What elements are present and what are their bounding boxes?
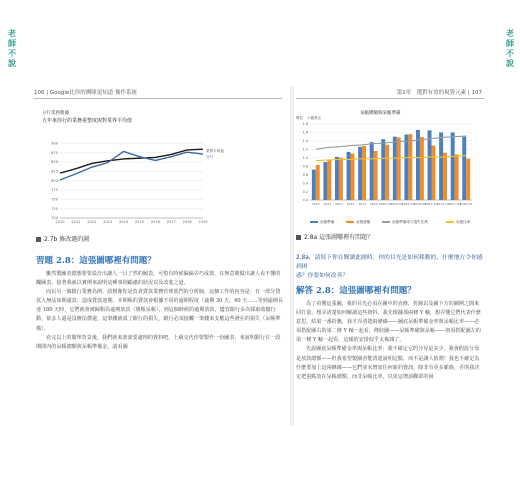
right-body-text <box>296 300 484 382</box>
x-tick-label: 2018-Q1 <box>459 202 473 206</box>
legend-label: 呆帳準備率占損失比例 <box>392 220 428 224</box>
x-tick-label: 2017 <box>166 220 176 224</box>
line-chart-title: 五年來你行的業務重整度與對業界平均值 <box>42 118 133 124</box>
x-tick-label: 2012 <box>335 202 343 206</box>
x-tick-label: 2017-Q1 <box>424 202 439 206</box>
y-tick-label: 1.4 <box>302 139 308 144</box>
right-header-rule <box>296 98 484 99</box>
x-tick-label: 2017-Q3 <box>448 202 462 206</box>
book-gutter <box>290 86 294 426</box>
y-tick-label: 0.4 <box>302 181 308 186</box>
side-tab-left: 老師不說 <box>8 28 16 68</box>
bar-chart-unit: 單位：十億美元 <box>296 116 322 120</box>
left-figure-caption-text: 2.7b 修改過的圖 <box>44 236 90 243</box>
bar-total <box>432 146 436 200</box>
x-tick-label: 2013 <box>103 220 113 224</box>
y-tick-label: 875 <box>51 150 58 155</box>
x-tick-label: 2016 <box>150 220 160 224</box>
bar-total <box>385 145 389 200</box>
line-label-industry: 業界平均值 <box>206 149 224 153</box>
left-running-header: 106 | Google比你的團隊更知道 操作系統 <box>34 90 137 96</box>
bar-reserve <box>393 137 397 200</box>
caption-marker-icon <box>296 235 301 240</box>
x-tick-label: 2016-Q4 <box>413 202 427 206</box>
bar-reserve <box>323 162 327 200</box>
y-tick-label: 750 <box>51 197 58 202</box>
x-tick-label: 2011 <box>323 202 332 206</box>
left-header-rule <box>34 98 282 99</box>
bar-total <box>327 159 331 200</box>
y-tick-label: 850 <box>51 160 58 165</box>
x-tick-label: 2013 <box>346 202 355 206</box>
y-tick-label: 1.8 <box>302 122 308 127</box>
legend-label: 呆帳比率 <box>456 220 471 224</box>
bar-reserve <box>381 139 385 200</box>
x-tick-label: 2015 <box>369 202 378 206</box>
legend-item-rate <box>446 220 470 225</box>
bar-chart-legend <box>310 220 480 228</box>
caption-marker-icon <box>36 237 41 242</box>
x-tick-label: 2010 <box>55 220 65 224</box>
y-tick-label: 1.6 <box>302 130 308 135</box>
x-tick-label: 2019 <box>198 220 208 224</box>
book-spread <box>32 86 488 426</box>
right-paragraph: 為了看懂這張圖，我的目光必須在圖中的直條、折線以及圖下方的圖例之間來回打量，想弄清楚如何解讀這些資料，我先根據那兩條 Y 軸，想弄懂它們代表什麼意思，結果一番折騰，我才弄清楚兩條線——圖底呆帳準備金率與呆帳比率——必須搭配圖右的第二條 Y 軸一起看，條狀圖——呆帳準備與呆帳——則須搭配圖左的第一條 Y 軸一起看，這樣的安排似乎太複雜了。 <box>296 301 481 344</box>
y-tick-label: 0.0 <box>302 198 308 203</box>
y-tick-label: 725 <box>51 206 58 211</box>
question-line: 惑？你要如何改善？ <box>296 273 349 279</box>
bar-reserve <box>312 170 316 200</box>
bar-reserve <box>370 142 374 200</box>
bar-total <box>408 134 412 200</box>
right-paragraph: 先說圖底呆帳準備金率與呆帳比率：我不確定它的分母是多少，我會假設分母是放款總額——但我希望製圖者能清楚說明這點，而不是讓人猜測！我也不確定為什麼要加上這兩條線——它們並未增加任何新的資訊，除非有更多脈絡，否則我決定把重點放在呆帳總額，而非呆帳比率，以免這增添觀眾的困 <box>296 346 480 380</box>
legend-item-reserve <box>310 220 334 225</box>
right-figure-caption-text: 2.8a 這張圖哪裡有問題？ <box>304 234 374 241</box>
legend-item-total <box>346 220 370 225</box>
bar-total <box>397 138 401 200</box>
x-tick-label: 2011 <box>71 220 81 224</box>
answer-heading: 解答 2.8：這張圖哪裡有問題？ <box>296 286 416 296</box>
question-prompt <box>296 254 486 281</box>
left-figure-caption <box>36 234 89 243</box>
y-tick-label: 825 <box>51 169 58 174</box>
x-tick-label: 2017-Q2 <box>436 202 450 206</box>
left-paragraph: 而以另一個銀行業務為例。請想像你是負責貸款業務管理部門的分析師，這個工作的內容是：有一部分貸款人無法如期還款，造成貸款違期。本期帳的貸款會根據不同的逾期程度（逾期 30 天、60 天……等到逾期長達 180 天時，它們就會被歸類為逾期放款（壞帳呆帳），到這個時候的逾期放款，儘管銀行多次採取收繳行動，依多人還是沒辦法償還，這筆錢就成了銀行的損失，銀行必須接觸一筆錢來支應這些潛在的損失（呆帳準備）。 <box>36 289 284 332</box>
x-tick-label: 2016-Q3 <box>401 202 415 206</box>
bar-total <box>466 159 470 200</box>
x-tick-label: 2014 <box>118 220 129 224</box>
x-tick-label: 2016-Q2 <box>390 202 404 206</box>
bar-total <box>316 165 320 200</box>
bar-chart-title: 呆帳總額與呆帳準備 <box>360 111 401 116</box>
bar-reserve <box>428 130 432 200</box>
x-tick-label: 2016-Q1 <box>378 202 392 206</box>
right-figure-caption <box>296 232 373 241</box>
y-tick-label: 0.6 <box>302 172 308 177</box>
bar-chart <box>296 120 484 218</box>
y-tick-label: 900 <box>51 141 58 146</box>
left-page <box>32 86 288 426</box>
bar-total <box>362 146 366 200</box>
y-tick-label: 800 <box>51 178 58 183</box>
y-tick-label: 700 <box>51 216 58 221</box>
bar-reserve <box>462 137 466 200</box>
line-chart <box>38 126 208 231</box>
right-page <box>296 86 488 426</box>
left-paragraph: 雖然製圖者總想要要設計出讓人一目了然的圖表，可惜有時候偏偏弄巧成拙，在無意間做出讓人看不懂的爛圖表。接著我就以實例來說明這種事則顧慮的狀況以及改進之道。 <box>36 271 281 287</box>
y-tick-label: 775 <box>51 188 58 193</box>
legend-label: 呆帳總額 <box>356 220 371 224</box>
x-tick-label: 2018 <box>182 220 192 224</box>
y-tick-label: 1.0 <box>302 155 308 160</box>
bar-total <box>455 154 459 200</box>
bar-reserve <box>335 157 339 200</box>
bar-reserve <box>451 132 455 200</box>
x-tick-label: 2012 <box>87 220 97 224</box>
bar-total <box>420 137 424 200</box>
question-heading: 習題 2.8：這張圖哪裡有問題？ <box>36 256 156 266</box>
line-chart-subtitle: 分行業務數據 <box>42 111 69 116</box>
question-line: 2.8a，請寫下你在閱讀此圖時，你的目光是如何移動的，什麼地方令你感到困 <box>296 255 483 270</box>
left-paragraph: 看完以上的簡單背景後，我們就來談談要處理的資料吧，上級交代你要製作一份圖表，來說明銀行在一段期間內的呆帳總額與呆帳準備金，請看圖 <box>36 334 281 350</box>
side-tab-right: 老師不說 <box>506 28 514 68</box>
bar-reserve <box>439 132 443 200</box>
series-line <box>316 136 466 149</box>
y-tick-label: 1.2 <box>302 147 308 152</box>
bar-total <box>339 158 343 200</box>
series-line <box>60 151 203 179</box>
x-tick-label: 2010 <box>311 202 320 206</box>
bar-reserve <box>404 135 408 200</box>
legend-item-ratio-loss <box>382 220 428 225</box>
legend-label: 呆帳準備 <box>320 220 335 224</box>
left-body-text <box>36 270 284 352</box>
y-tick-label: 0.8 <box>302 164 308 169</box>
bar-total <box>351 154 355 200</box>
x-tick-label: 2015 <box>134 220 145 224</box>
y-tick-label: 0.2 <box>302 189 308 194</box>
x-tick-label: 2014 <box>358 202 366 206</box>
right-running-header: 第2章 選對有效的視覺元素 | 107 <box>396 90 482 96</box>
bar-reserve <box>358 147 362 200</box>
line-label-branch: 分行 <box>206 155 214 159</box>
bar-total <box>443 153 447 200</box>
